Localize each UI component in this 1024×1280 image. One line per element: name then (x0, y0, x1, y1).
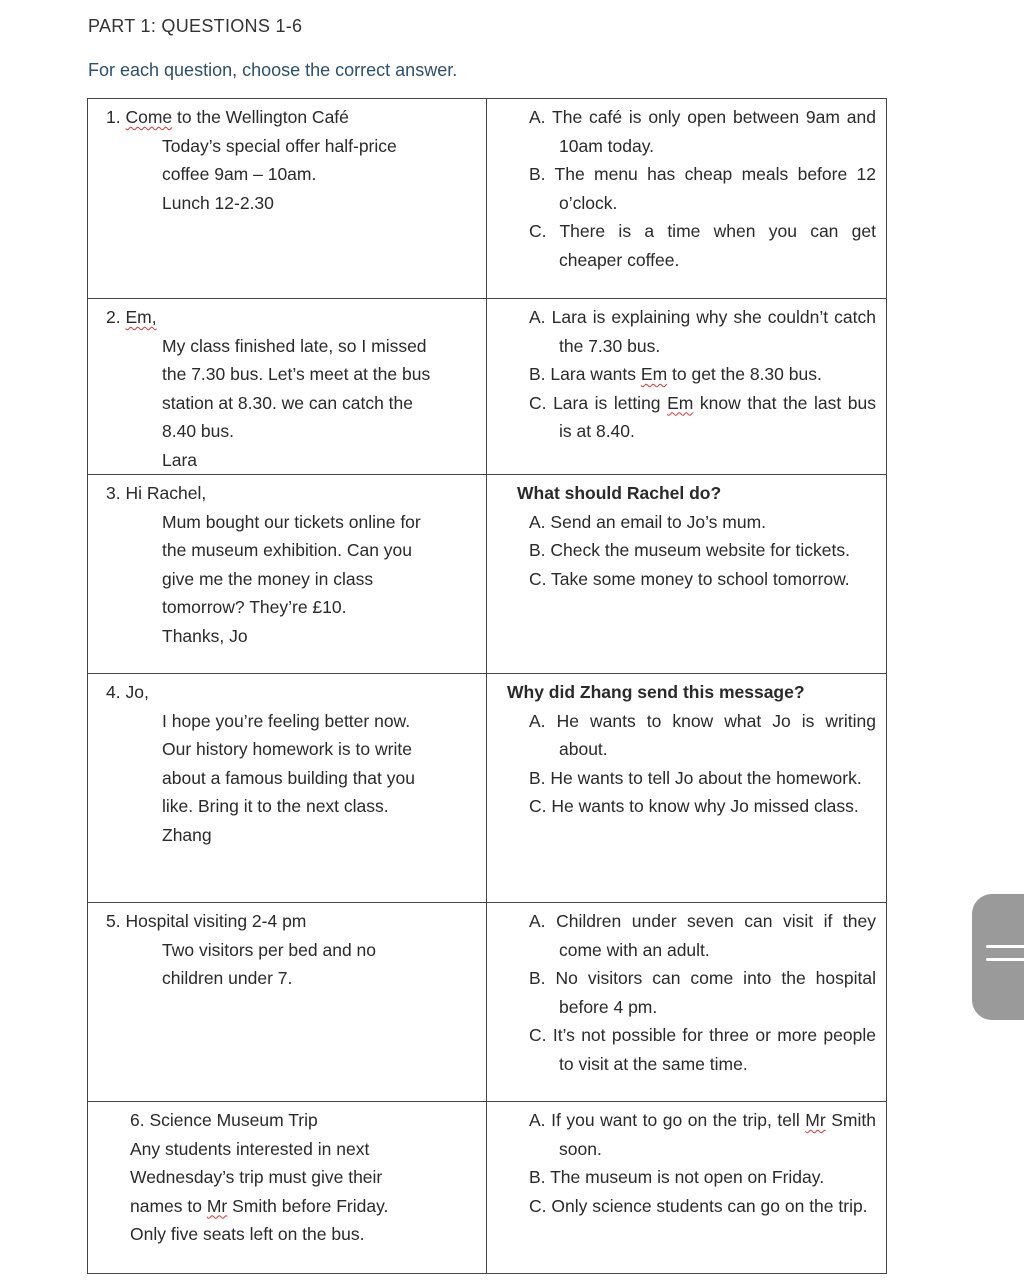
notice-line: about a famous building that you (162, 767, 415, 788)
questions-table (87, 98, 887, 1274)
option-c[interactable]: C. There is a time when you can get cheaper coffee. (529, 221, 877, 270)
notice-line: Our history homework is to write (162, 739, 412, 759)
notice-line: Zhang (162, 824, 212, 845)
question-cell (88, 674, 487, 903)
option-a[interactable]: A. If you want to go on the trip, tell Mr Smith soon. (529, 1110, 876, 1159)
notice-line: the museum exhibition. Can you (162, 540, 412, 560)
question-cell (88, 475, 487, 674)
notice-line: like. Bring it to the next class. (162, 796, 389, 816)
answer-cell (487, 903, 887, 1102)
question-prompt: Why did Zhang send this message? (507, 682, 805, 702)
notice-line: Lunch 12-2.30 (162, 192, 274, 213)
handle-grip-icon (986, 958, 1024, 961)
notice-line: 5. Hospital visiting 2-4 pm (106, 911, 307, 931)
table-row (88, 674, 887, 903)
page-title: PART 1: QUESTIONS 1-6 (88, 16, 303, 36)
notice-line: station at 8.30. we can catch the (162, 392, 413, 413)
notice-line: Any students interested in next (130, 1138, 370, 1159)
question-cell (88, 903, 487, 1102)
question-cell (88, 299, 487, 475)
answer-cell (487, 299, 887, 475)
table-row (88, 99, 887, 299)
table-row (88, 903, 887, 1102)
table-row (88, 1102, 887, 1274)
notice-line: 3. Hi Rachel, (106, 483, 207, 503)
notice-line: Wednesday’s trip must give their (130, 1167, 383, 1187)
option-a[interactable]: A. The café is only open between 9am and 10am today. (529, 107, 876, 156)
notice-line: Thanks, Jo (162, 625, 248, 646)
option-a[interactable]: A. Lara is explaining why she couldn’t catch the 7.30 bus. (529, 307, 876, 356)
notice-line: tomorrow? They’re £10. (162, 597, 347, 617)
notice-line: Only five seats left on the bus. (130, 1224, 365, 1244)
option-b[interactable]: B. Check the museum website for tickets. (529, 540, 851, 560)
option-a[interactable]: A. Send an email to Jo’s mum. (529, 511, 767, 532)
side-panel-handle[interactable] (972, 894, 1024, 1020)
option-b[interactable]: B. The museum is not open on Friday. (529, 1167, 825, 1187)
option-b[interactable]: B. Lara wants Em to get the 8.30 bus. (529, 364, 822, 384)
notice-line: Two visitors per bed and no (162, 939, 377, 960)
answer-cell (487, 1102, 887, 1274)
answer-cell (487, 475, 887, 674)
option-b[interactable]: B. No visitors can come into the hospital before 4 pm. (529, 968, 876, 1017)
option-c[interactable]: C. It’s not possible for three or more people to visit at the same time. (529, 1025, 876, 1074)
answer-cell (487, 674, 887, 903)
option-c[interactable]: C. Take some money to school tomorrow. (529, 568, 850, 589)
option-a[interactable]: A. He wants to know what Jo is writing about. (529, 710, 876, 759)
notice-line: Lara (162, 449, 198, 470)
table-row (88, 475, 887, 674)
notice-line: give me the money in class (162, 568, 374, 589)
notice-line: the 7.30 bus. Let’s meet at the bus (162, 364, 431, 384)
question-cell (88, 99, 487, 299)
table-row (88, 299, 887, 475)
notice-line: names to Mr Smith before Friday. (130, 1195, 389, 1216)
question-prompt: What should Rachel do? (517, 483, 722, 503)
notice-line: 1. Come to the Wellington Café (106, 107, 349, 127)
notice-line: coffee 9am – 10am. (162, 164, 317, 184)
option-a[interactable]: A. Children under seven can visit if they come with an adult. (529, 911, 876, 960)
option-b[interactable]: B. He wants to tell Jo about the homework. (529, 767, 862, 788)
option-c[interactable]: C. Lara is letting Em know that the last bus is at 8.40. (529, 392, 876, 441)
notice-line: I hope you’re feeling better now. (162, 710, 411, 731)
instructions: For each question, choose the correct answer. (88, 60, 458, 80)
answer-cell (487, 99, 887, 299)
notice-line: Mum bought our tickets online for (162, 511, 421, 532)
notice-line: My class finished late, so I missed (162, 335, 427, 356)
option-c[interactable]: C. Only science students can go on the trip. (529, 1195, 868, 1216)
notice-line: 4. Jo, (106, 682, 149, 702)
notice-line: 8.40 bus. (162, 421, 234, 441)
question-cell (88, 1102, 487, 1274)
notice-line: 6. Science Museum Trip (130, 1110, 318, 1130)
option-c[interactable]: C. He wants to know why Jo missed class. (529, 796, 859, 816)
notice-line: 2. Em, (106, 307, 157, 327)
notice-line: children under 7. (162, 968, 293, 988)
handle-grip-icon (986, 945, 1024, 948)
notice-line: Today’s special offer half-price (162, 135, 397, 156)
option-b[interactable]: B. The menu has cheap meals before 12 o’clock. (529, 164, 876, 213)
